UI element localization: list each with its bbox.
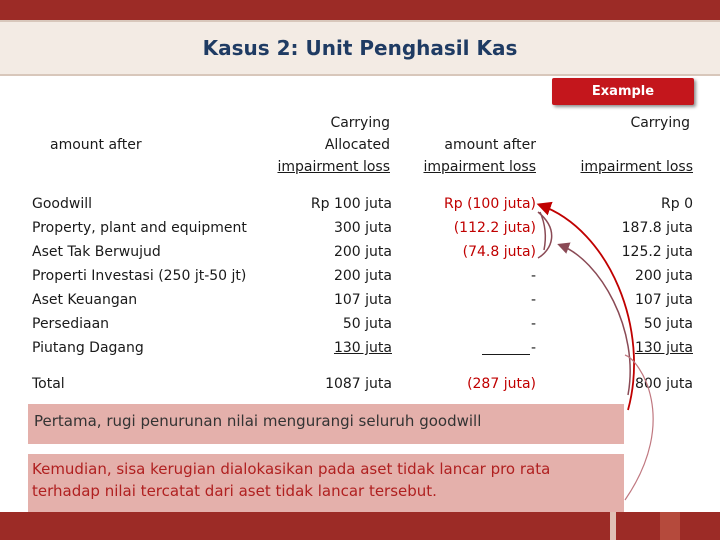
asset-name: Goodwill [32, 196, 92, 212]
brace-icon [540, 212, 545, 250]
asset-name: Aset Tak Berwujud [32, 244, 161, 260]
page-title: Kasus 2: Unit Penghasil Kas [202, 36, 518, 60]
after-value: 130 juta [634, 340, 693, 356]
after-value: 107 juta [634, 292, 693, 308]
after-value: 200 juta [634, 268, 693, 284]
note-allocation-line2: terhadap nilai tercatat dari aset tidak lancar tersebut. [32, 482, 437, 500]
note-goodwill-text: Pertama, rugi penurunan nilai mengurangi seluruh goodwill [34, 412, 482, 430]
header-col1: amount after [50, 137, 142, 153]
title-bar [0, 20, 720, 76]
total-carrying: 1087 juta [325, 376, 392, 392]
header-col2-line1: Carrying [330, 115, 390, 131]
carrying-value: 50 juta [342, 316, 392, 332]
header-col2-line3: impairment loss [277, 159, 390, 175]
underline-blank [482, 354, 530, 355]
header-col4-line2: impairment loss [580, 159, 693, 175]
allocated-loss: Rp (100 juta) [444, 196, 536, 212]
example-badge: Example [552, 78, 694, 105]
header-col3-line1: amount after [444, 137, 536, 153]
allocated-loss: - [530, 340, 536, 356]
carrying-value: 200 juta [333, 244, 392, 260]
top-strip [0, 0, 720, 20]
allocated-loss: (74.8 juta) [462, 244, 536, 260]
after-value: Rp 0 [661, 196, 693, 212]
after-value: 125.2 juta [621, 244, 693, 260]
note-allocation-line1: Kemudian, sisa kerugian dialokasikan pada aset tidak lancar pro rata [32, 460, 551, 478]
total-after: 800 juta [634, 376, 693, 392]
allocated-loss: - [530, 268, 536, 284]
dot-pattern-decoration [580, 512, 720, 540]
carrying-value: 130 juta [333, 340, 392, 356]
asset-name: Properti Investasi (250 jt-50 jt) [32, 268, 247, 284]
header-col2-line2: Allocated [324, 137, 390, 153]
carrying-value: 107 juta [333, 292, 392, 308]
allocated-loss: - [530, 292, 536, 308]
asset-name: Aset Keuangan [32, 292, 138, 308]
note-goodwill [28, 404, 624, 444]
allocated-loss: (112.2 juta) [453, 220, 536, 236]
carrying-value: 300 juta [333, 220, 392, 236]
after-value: 187.8 juta [621, 220, 693, 236]
carrying-value: Rp 100 juta [310, 196, 392, 212]
after-value: 50 juta [643, 316, 693, 332]
allocated-loss: - [530, 316, 536, 332]
total-label: Total [32, 376, 65, 392]
header-col4-line1: Carrying [630, 115, 690, 131]
total-allocated: (287 juta) [467, 376, 536, 392]
asset-name: Property, plant and equipment [32, 220, 247, 236]
carrying-value: 200 juta [333, 268, 392, 284]
asset-name: Persediaan [32, 316, 110, 332]
header-col3-line2: impairment loss [423, 159, 536, 175]
asset-name: Piutang Dagang [32, 340, 144, 356]
note-allocation [28, 454, 624, 512]
